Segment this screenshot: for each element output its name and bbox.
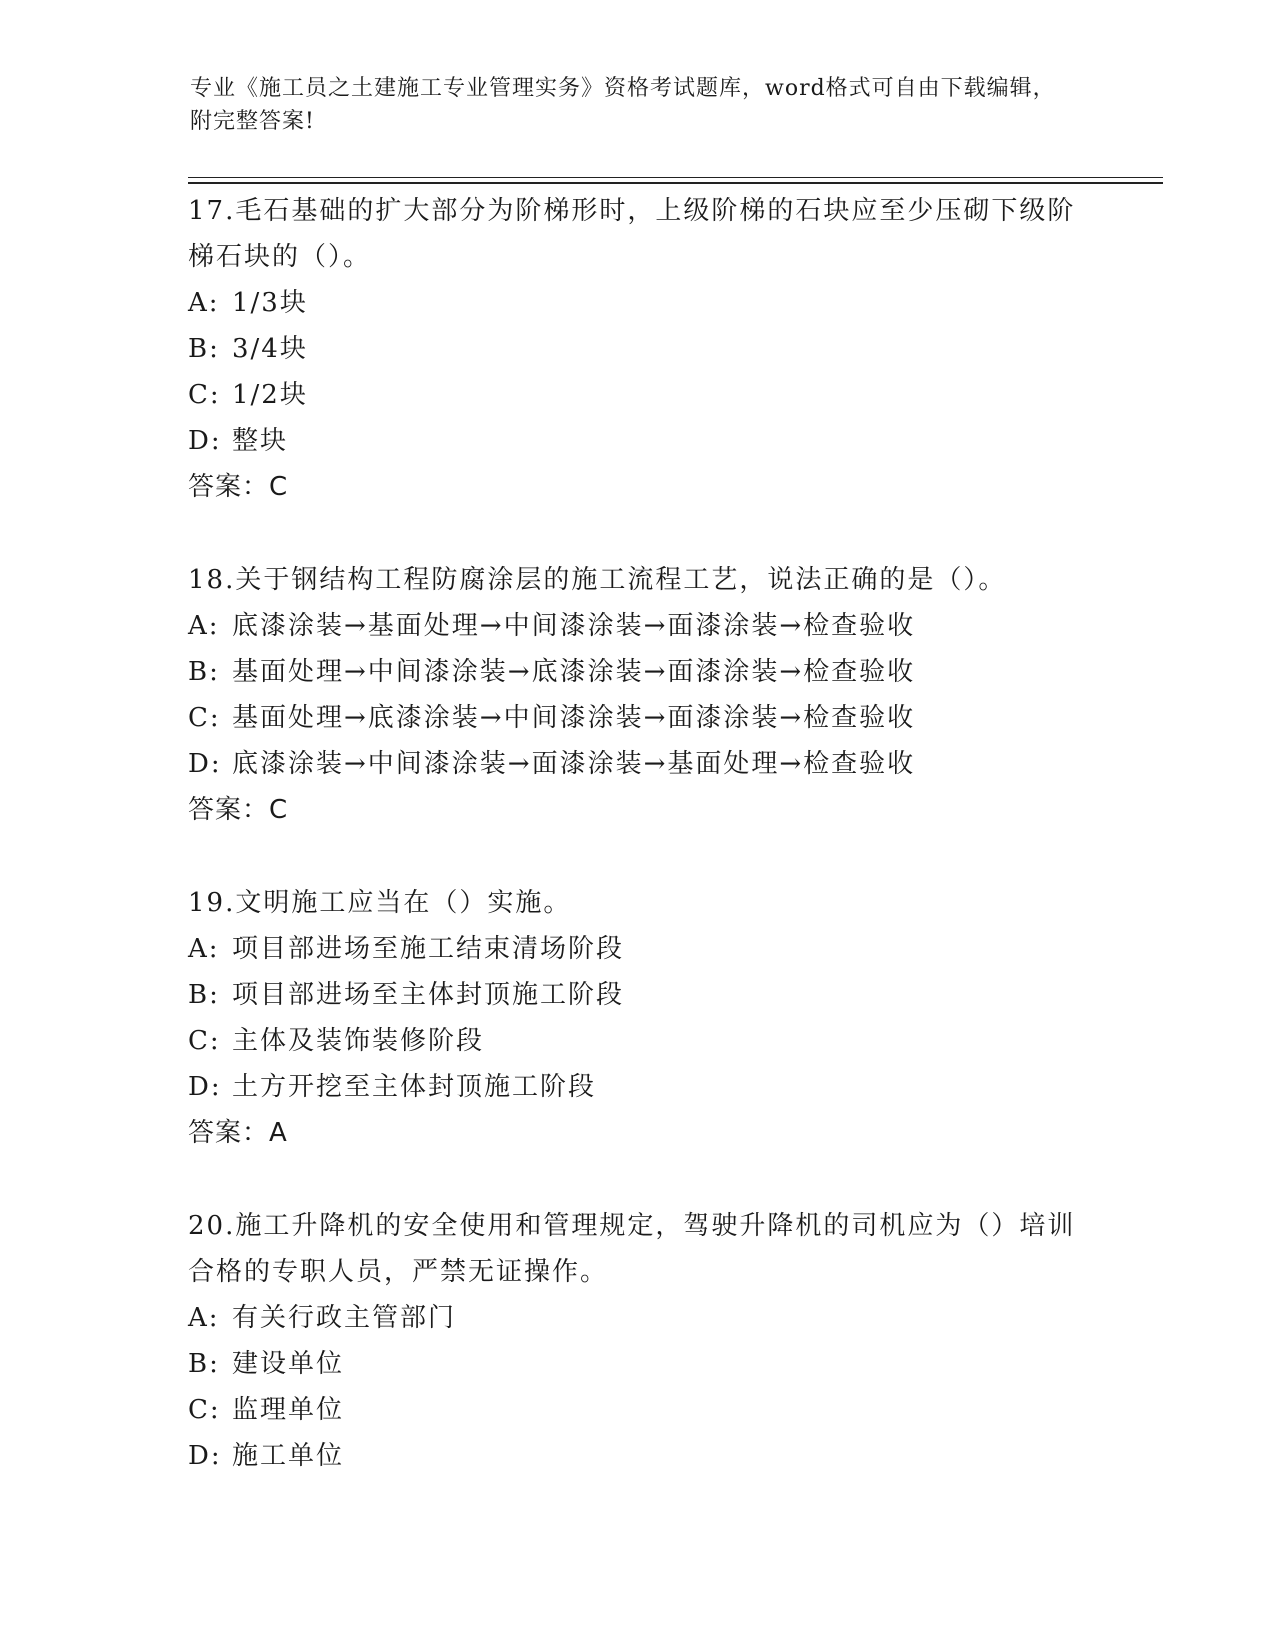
header-divider-thick xyxy=(188,182,1163,184)
option-letter: A: xyxy=(188,288,220,318)
question-17 xyxy=(188,188,1088,510)
option-text: 整块 xyxy=(232,426,289,456)
question-18 xyxy=(188,557,1088,833)
option-letter: D: xyxy=(188,1441,222,1471)
option-letter: D: xyxy=(188,749,222,779)
option-a xyxy=(188,280,1088,326)
option-text: 主体及装饰装修阶段 xyxy=(232,1026,485,1056)
question-stem: 17.毛石基础的扩大部分为阶梯形时，上级阶梯的石块应至少压砌下级阶梯石块的（）。 xyxy=(188,196,1076,272)
option-a xyxy=(188,926,1088,972)
option-c xyxy=(188,1387,1088,1433)
document-header: 专业《施工员之土建施工专业管理实务》资格考试题库，word格式可自由下载编辑，附完整答案! xyxy=(190,76,1056,134)
option-text: 施工单位 xyxy=(232,1441,345,1471)
option-c xyxy=(188,695,1088,741)
option-text: 底漆涂装→基面处理→中间漆涂装→面漆涂装→检查验收 xyxy=(232,611,916,641)
option-d xyxy=(188,1433,1088,1479)
question-list xyxy=(188,188,1088,1526)
option-letter: A: xyxy=(188,1303,220,1333)
option-b xyxy=(188,972,1088,1018)
option-a xyxy=(188,1295,1088,1341)
answer-line: 答案：C xyxy=(188,472,289,502)
option-text: 基面处理→中间漆涂装→底漆涂装→面漆涂装→检查验收 xyxy=(232,657,916,687)
question-19 xyxy=(188,880,1088,1156)
option-d xyxy=(188,418,1088,464)
option-b xyxy=(188,649,1088,695)
option-a xyxy=(188,603,1088,649)
option-letter: C: xyxy=(188,1026,221,1056)
option-b xyxy=(188,1341,1088,1387)
question-20 xyxy=(188,1203,1088,1479)
option-letter: A: xyxy=(188,611,220,641)
option-text: 1/3块 xyxy=(232,288,308,318)
option-text: 底漆涂装→中间漆涂装→面漆涂装→基面处理→检查验收 xyxy=(232,749,916,779)
option-letter: B: xyxy=(188,1349,220,1379)
option-c xyxy=(188,372,1088,418)
option-text: 土方开挖至主体封顶施工阶段 xyxy=(232,1072,597,1102)
option-text: 监理单位 xyxy=(232,1395,345,1425)
option-letter: D: xyxy=(188,426,222,456)
option-letter: C: xyxy=(188,703,221,733)
header-divider-thin xyxy=(188,177,1163,178)
option-text: 建设单位 xyxy=(232,1349,345,1379)
option-letter: C: xyxy=(188,380,221,410)
option-d xyxy=(188,741,1088,787)
option-text: 3/4块 xyxy=(232,334,308,364)
option-letter: B: xyxy=(188,334,220,364)
option-letter: D: xyxy=(188,1072,222,1102)
option-letter: C: xyxy=(188,1395,221,1425)
answer-line: 答案：C xyxy=(188,795,289,825)
option-text: 1/2块 xyxy=(232,380,308,410)
option-letter: A: xyxy=(188,934,220,964)
option-text: 项目部进场至施工结束清场阶段 xyxy=(232,934,625,964)
option-letter: B: xyxy=(188,980,220,1010)
question-stem: 18.关于钢结构工程防腐涂层的施工流程工艺，说法正确的是（）。 xyxy=(188,565,1007,595)
question-stem: 20.施工升降机的安全使用和管理规定，驾驶升降机的司机应为（）培训合格的专职人员，严禁无证操作。 xyxy=(188,1211,1076,1287)
option-c xyxy=(188,1018,1088,1064)
option-d xyxy=(188,1064,1088,1110)
option-letter: B: xyxy=(188,657,220,687)
option-text: 项目部进场至主体封顶施工阶段 xyxy=(232,980,625,1010)
answer-line: 答案：A xyxy=(188,1118,288,1148)
option-text: 基面处理→底漆涂装→中间漆涂装→面漆涂装→检查验收 xyxy=(232,703,916,733)
option-b xyxy=(188,326,1088,372)
question-stem: 19.文明施工应当在（）实施。 xyxy=(188,888,572,918)
option-text: 有关行政主管部门 xyxy=(232,1303,457,1333)
